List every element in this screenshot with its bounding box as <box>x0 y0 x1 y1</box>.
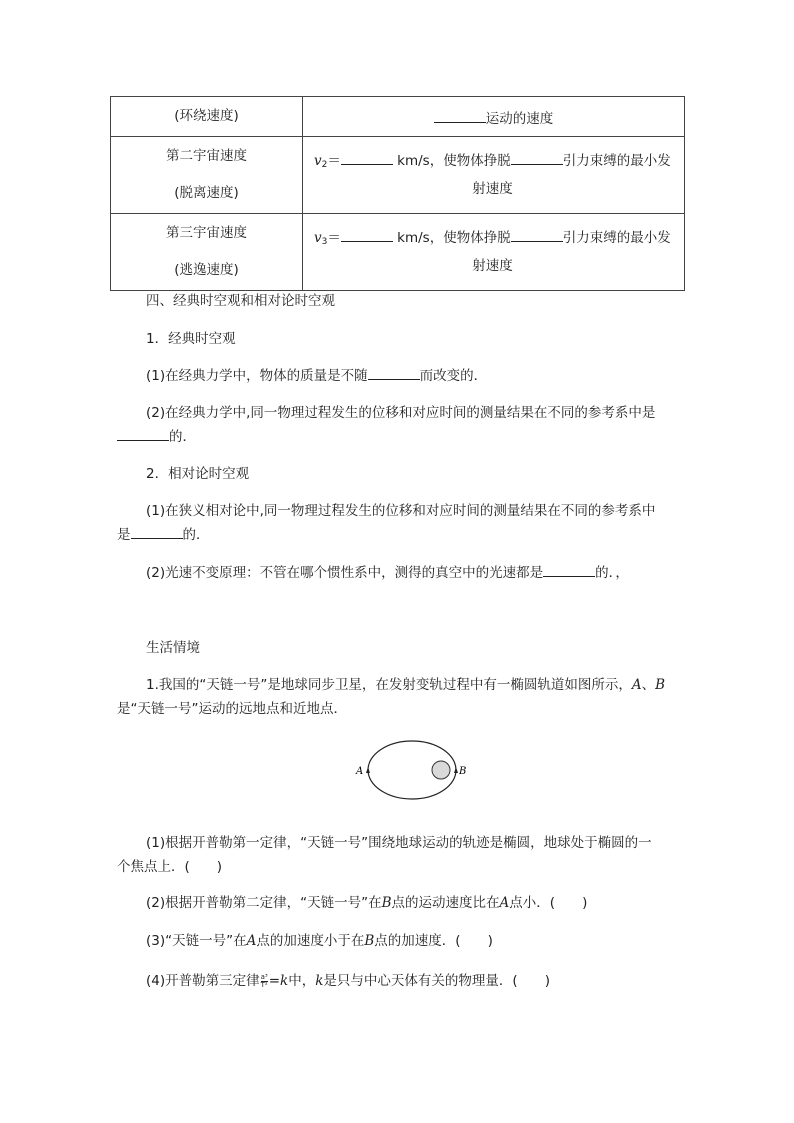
speed-alias: (脱离速度) <box>174 185 239 201</box>
text: 是 <box>117 527 131 543</box>
section-heading: 生活情境 <box>146 640 200 656</box>
label-a: A <box>356 766 364 777</box>
paragraph-cont <box>117 425 196 445</box>
desc-text: 射速度 <box>472 181 513 197</box>
fill-blank <box>543 564 595 577</box>
desc-text: 运动的速度 <box>485 110 554 127</box>
speed-name: (环绕速度) <box>174 108 239 124</box>
var-sub: 2 <box>321 160 328 170</box>
fill-blank <box>131 526 183 539</box>
text: 点的加速度．( ) <box>374 933 493 949</box>
speed-name: 第二宇宙速度 <box>166 148 247 164</box>
statement: (1)根据开普勒第一定律，“天链一号”围绕地球运动的轨迹是椭圆，地球处于椭圆的一 <box>146 835 652 851</box>
fill-blank <box>341 152 393 165</box>
fill-blank <box>511 152 563 165</box>
kepler-fraction <box>261 974 268 989</box>
statement <box>146 929 493 949</box>
point-a-marker <box>366 767 370 773</box>
orbit-diagram <box>352 735 472 805</box>
point-label: B <box>364 933 375 949</box>
fill-blank <box>341 229 393 242</box>
table-cell-name <box>111 97 303 137</box>
subsection-heading: 2．相对论时空观 <box>146 466 250 482</box>
text: (3)“天链一号”在 <box>146 933 247 949</box>
point-label: B <box>655 677 666 693</box>
fraction-den: T² <box>260 980 268 989</box>
text: (4)开普勒第三定律 <box>146 973 260 989</box>
text: 是只与中心天体有关的物理量．( ) <box>323 973 550 989</box>
section-heading: 四、经典时空观和相对论时空观 <box>146 293 335 309</box>
paragraph: (2)在经典力学中,同一物理过程发生的位移和对应时间的测量结果在不同的参考系中是 <box>146 405 656 421</box>
table-cell-name <box>111 137 303 214</box>
fill-blank <box>434 110 486 123</box>
var-k: k <box>315 973 324 989</box>
desc-text: 射速度 <box>472 258 513 274</box>
var-v: v <box>314 230 322 246</box>
table-cell-name <box>111 214 303 291</box>
eq-sign: = <box>268 973 281 989</box>
point-label: B <box>381 895 392 911</box>
eq-sign: ＝ <box>327 230 341 246</box>
cosmic-speed-table <box>110 96 685 291</box>
paragraph <box>146 561 629 581</box>
table-cell-desc <box>303 137 685 214</box>
text: 1.我国的“天链一号”是地球同步卫星，在发射变轨过程中有一椭圆轨道如图所示， <box>146 677 632 693</box>
subsection-heading: 1．经典时空观 <box>146 331 236 347</box>
statement <box>146 969 550 989</box>
paragraph: (1)在狭义相对论中,同一物理过程发生的位移和对应时间的测量结果在不同的参考系中 <box>146 503 656 519</box>
fill-blank <box>511 229 563 242</box>
var-sub: 3 <box>321 237 328 247</box>
fraction-num: a³ <box>260 972 268 981</box>
text: 的． <box>182 527 210 543</box>
table-row <box>111 137 685 214</box>
point-label: A <box>246 933 257 949</box>
text: 而改变的． <box>419 368 488 384</box>
table-row <box>111 214 685 291</box>
text: (1)在经典力学中，物体的质量是不随 <box>146 368 368 384</box>
table-cell-desc <box>303 214 685 291</box>
point-b-marker <box>454 767 458 773</box>
paragraph <box>146 364 487 384</box>
desc-text: 引力束缚的最小发 <box>562 153 671 169</box>
table-cell-desc <box>303 97 685 137</box>
text: (2)根据开普勒第二定律，“天链一号”在 <box>146 895 382 911</box>
text: (2)光速不变原理：不管在哪个惯性系中，测得的真空中的光速都是 <box>146 565 544 581</box>
text: 的．， <box>595 565 629 581</box>
var-v: v <box>314 153 322 169</box>
text: 、 <box>641 677 656 693</box>
var-k: k <box>280 973 289 989</box>
speed-name: 第三宇宙速度 <box>166 225 247 241</box>
desc-text: 引力束缚的最小发 <box>562 230 671 246</box>
point-label: A <box>499 895 510 911</box>
fill-blank <box>117 428 169 441</box>
speed-alias: (逃逸速度) <box>174 262 239 278</box>
question-text-cont: 是“天链一号”运动的远地点和近地点． <box>117 701 347 717</box>
text: 点的运动速度比在 <box>391 895 500 911</box>
text: 点小．( ) <box>509 895 588 911</box>
text: 点的加速度小于在 <box>256 933 365 949</box>
earth-circle <box>432 761 450 779</box>
question-text <box>146 673 665 693</box>
point-label: A <box>631 677 642 693</box>
fill-blank <box>368 367 420 380</box>
statement-cont: 个焦点上．( ) <box>117 859 223 875</box>
desc-text: km/s，使物体挣脱 <box>392 230 511 246</box>
paragraph-cont <box>117 523 210 543</box>
text: 中， <box>288 973 316 989</box>
statement <box>146 891 587 911</box>
eq-sign: ＝ <box>327 153 341 169</box>
desc-text: km/s，使物体挣脱 <box>392 153 511 169</box>
text: 的． <box>169 429 196 445</box>
label-b: B <box>459 766 467 777</box>
table-row <box>111 97 685 137</box>
